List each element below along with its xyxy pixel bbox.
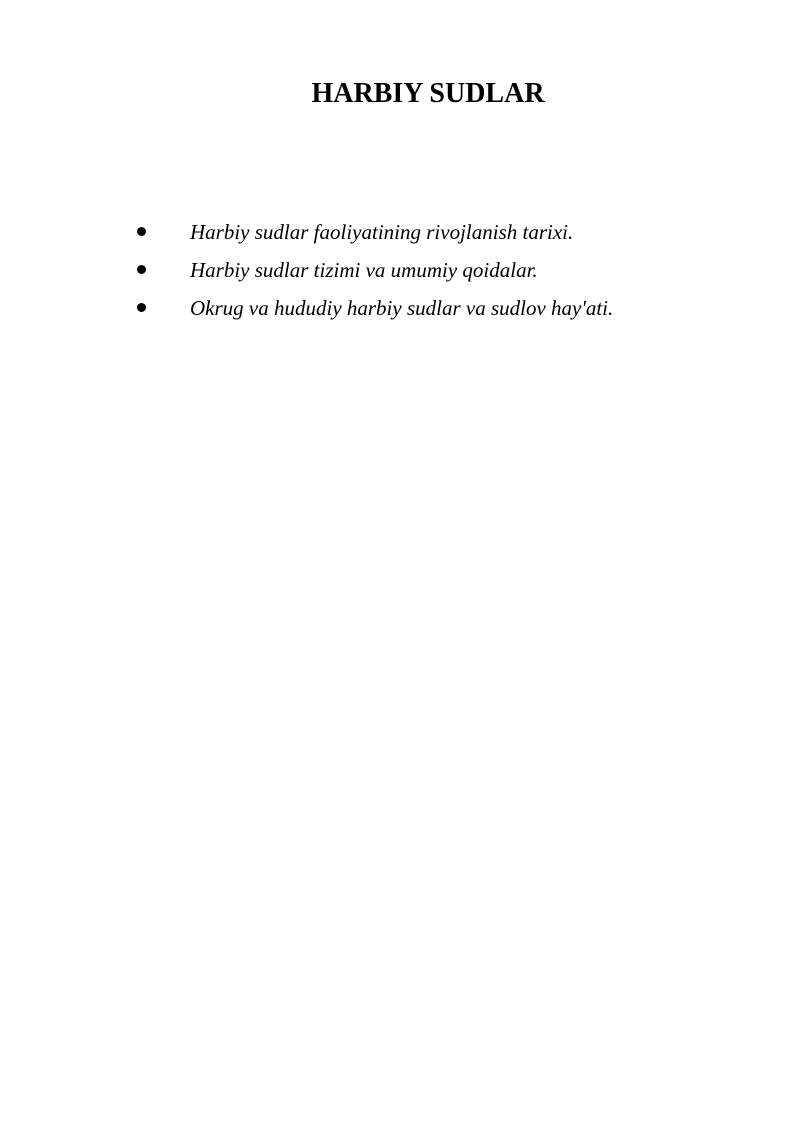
topic-list — [0, 218, 800, 332]
list-item — [0, 294, 800, 332]
list-item-text: Okrug va hududiy harbiy sudlar va sudlov hay'ati. — [190, 296, 614, 320]
page-title: HARBIY SUDLAR — [311, 78, 545, 109]
list-item — [0, 256, 800, 294]
bullet-icon — [137, 227, 146, 236]
list-item — [0, 218, 800, 256]
bullet-icon — [137, 303, 146, 312]
bullet-icon — [137, 265, 146, 274]
list-item-text: Harbiy sudlar tizimi va umumiy qoidalar. — [190, 258, 538, 282]
list-item-text: Harbiy sudlar faoliyatining rivojlanish tarixi. — [190, 220, 574, 244]
